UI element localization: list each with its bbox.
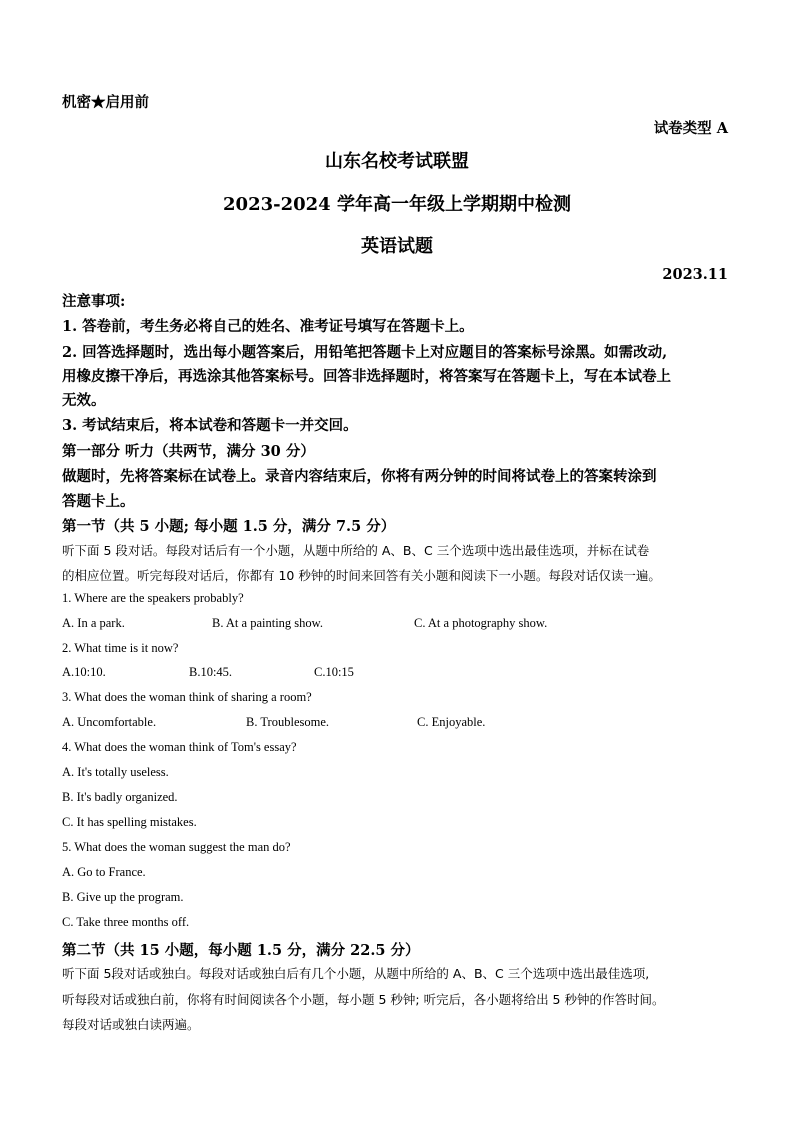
- notes-title: 注意事项:: [62, 293, 126, 310]
- q1-option-a: A. In a park.: [62, 616, 125, 630]
- part1-title: 第一部分 听力（共两节，满分 30 分）: [62, 443, 315, 460]
- exam-title: 2023-2024 学年高一年级上学期期中检测: [223, 194, 571, 215]
- paper-type: 试卷类型 A: [653, 120, 728, 137]
- note-2-line-3: 无效。: [62, 392, 106, 409]
- part1-instruction-line-2: 答题卡上。: [62, 493, 135, 510]
- exam-date: 2023.11: [662, 266, 728, 283]
- q2-option-c: C.10:15: [314, 665, 354, 679]
- section2-title: 第二节（共 15 小题，每小题 1.5 分，满分 22.5 分）: [62, 942, 420, 959]
- note-3: 3. 考试结束后，将本试卷和答题卡一并交回。: [62, 417, 358, 434]
- q5-option-b: B. Give up the program.: [62, 890, 184, 904]
- section2-instruction-line-1: 听下面 5段对话或独白。每段对话或独白后有几个小题，从题中所给的 A、B、C 三个选项中选出最佳选项,: [62, 966, 650, 981]
- note-2-line-1: 2. 回答选择题时，选出每小题答案后，用铅笔把答题卡上对应题目的答案标号涂黑。如需改动,: [62, 344, 668, 361]
- note-2-line-2: 用橡皮擦干净后，再选涂其他答案标号。回答非选择题时，将答案写在答题卡上，写在本试卷上: [62, 368, 671, 385]
- q4-option-a: A. It's totally useless.: [62, 765, 169, 779]
- section1-title: 第一节（共 5 小题; 每小题 1.5 分，满分 7.5 分）: [62, 518, 396, 535]
- q1-stem: 1. Where are the speakers probably?: [62, 591, 244, 605]
- section2-instruction-line-2: 听每段对话或独白前，你将有时间阅读各个小题，每小题 5 秒钟; 听完后，各小题将给出 5 秒钟的作答时间。: [62, 992, 665, 1007]
- confidential-label: 机密★启用前: [62, 94, 149, 111]
- section1-instruction-line-2: 的相应位置。听完每段对话后，你都有 10 秒钟的时间来回答有关小题和阅读下一小题。每段对话仅读一遍。: [62, 568, 661, 583]
- exam-organization: 山东名校考试联盟: [325, 151, 469, 172]
- q3-option-b: B. Troublesome.: [246, 715, 330, 729]
- note-1: 1. 答卷前，考生务必将自己的姓名、准考证号填写在答题卡上。: [62, 318, 474, 335]
- q5-option-a: A. Go to France.: [62, 865, 146, 879]
- section1-instruction-line-1: 听下面 5 段对话。每段对话后有一个小题，从题中所给的 A、B、C 三个选项中选出最佳选项，并标在试卷: [62, 543, 650, 558]
- q5-option-c: C. Take three months off.: [62, 915, 190, 929]
- q4-option-b: B. It's badly organized.: [62, 790, 178, 804]
- q3-option-a: A. Uncomfortable.: [62, 715, 157, 729]
- q2-stem: 2. What time is it now?: [62, 641, 179, 655]
- q5-stem: 5. What does the woman suggest the man do?: [62, 840, 291, 854]
- q2-option-b: B.10:45.: [189, 665, 233, 679]
- q2-option-a: A.10:10.: [62, 665, 106, 679]
- q1-option-b: B. At a painting show.: [212, 616, 323, 630]
- q3-stem: 3. What does the woman think of sharing a room?: [62, 690, 312, 704]
- subject-title: 英语试题: [361, 236, 433, 257]
- section2-instruction-line-3: 每段对话或独白读两遍。: [62, 1017, 200, 1032]
- q3-option-c: C. Enjoyable.: [417, 715, 486, 729]
- q4-option-c: C. It has spelling mistakes.: [62, 815, 197, 829]
- q4-stem: 4. What does the woman think of Tom's essay?: [62, 740, 297, 754]
- q1-option-c: C. At a photography show.: [414, 616, 548, 630]
- part1-instruction-line-1: 做题时，先将答案标在试卷上。录音内容结束后，你将有两分钟的时间将试卷上的答案转涂到: [62, 468, 657, 485]
